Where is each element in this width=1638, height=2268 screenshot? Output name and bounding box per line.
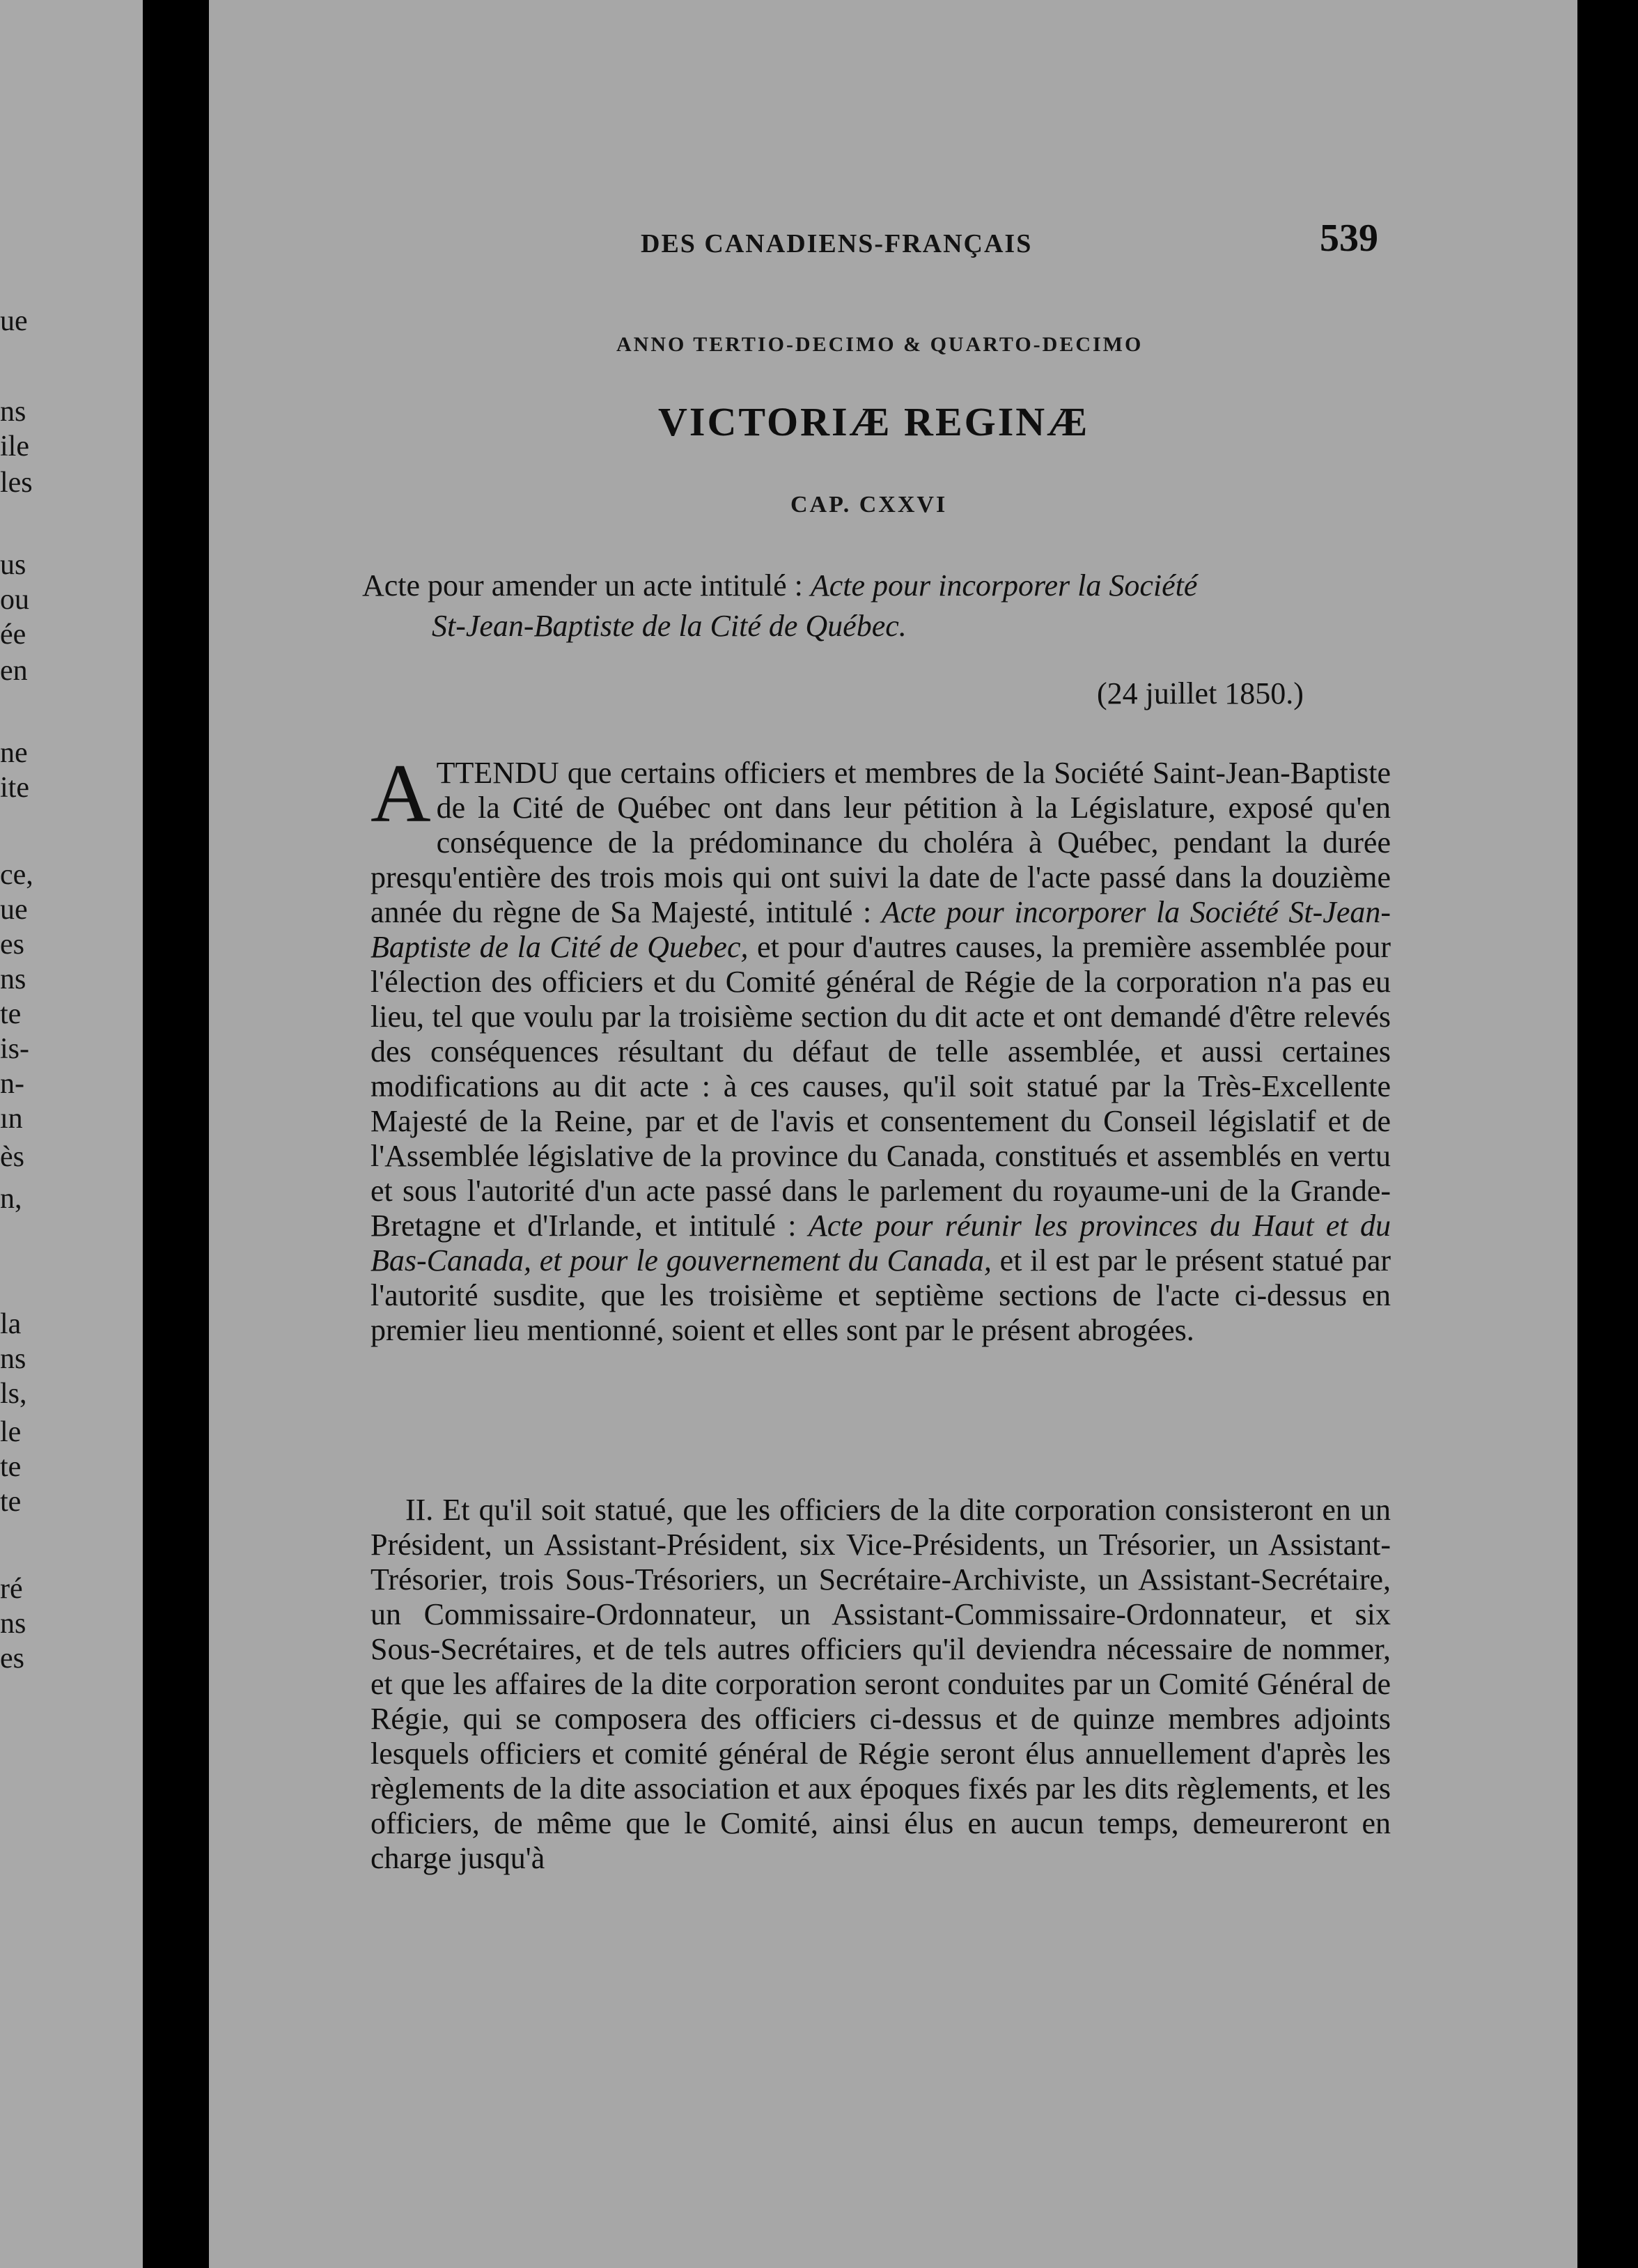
facing-page-fragment: ès <box>0 1141 24 1173</box>
reign-title: VICTORIÆ REGINÆ <box>658 399 1090 444</box>
facing-page-fragment: n, <box>0 1183 22 1215</box>
facing-page-fragment: ns <box>0 1608 26 1640</box>
facing-page-fragment: en <box>0 655 28 687</box>
facing-page-fragment: ue <box>0 305 28 337</box>
facing-page-fragment: ré <box>0 1573 23 1605</box>
act-title-prefix: Acte pour amender un acte intitulé : <box>362 568 803 603</box>
preamble-text-1: TTENDU que certains officiers et membres de la Société Saint-Jean-Baptiste de la Cité de Québec ont dans leur pétition à la Législature, exposé qu'en conséquence de la prédominance du choléra à Québec, pendant la durée presqu'entière des trois mois qui ont suivi la date de l'acte passé dans la douzième année du règne de Sa Majesté, intitulé : <box>370 756 1391 929</box>
facing-page-fragment: la <box>0 1308 22 1340</box>
book-gutter <box>143 0 209 2268</box>
preamble-paragraph <box>370 747 1391 1348</box>
running-head: DES CANADIENS-FRANÇAIS <box>641 229 1033 258</box>
section-2-paragraph: II. Et qu'il soit statué, que les officiers de la dite corporation consisteront en un Président, un Assistant-Président, six Vice-Présidents, un Trésorier, un Assistant-Trésorier, trois Sous-Trésoriers, un Secrétaire-Archiviste, un Assistant-Secrétaire, un Commissaire-Ordonnateur, un Assistant-Commissaire-Ordonnateur, et six Sous-Secrétaires, et de tels autres officiers qu'il deviendra nécessaire de nommer, et que les affaires de la dite corporation seront conduites par un Comité Général de Régie, qui se composera des officiers ci-dessus et de quinze membres adjoints lesquels officiers et comité général de Régie seront élus annuellement d'après les règlements de la dite association et aux époques fixés par les dits règlements, et les officiers, de même que le Comité, ainsi élus en aucun temps, demeureront en charge jusqu'à <box>370 1493 1391 1875</box>
facing-page-fragment: n- <box>0 1068 24 1100</box>
page-number: 539 <box>1320 217 1378 260</box>
regnal-year-line: ANNO TERTIO-DECIMO & QUARTO-DECIMO <box>616 333 1144 356</box>
act-title <box>362 566 1393 646</box>
facing-page-fragment: ée <box>0 619 26 651</box>
preamble-text-2: et pour d'autres causes, la première assemblée pour l'élection des officiers et du Comité général de Régie de la corporation n'a pas eu lieu, tel que voulu par la troisième section du dit acte et ont demandé d'être relevés des conséquences résultant du défaut de telle assemblée, et aussi certaines modifications au dit acte : à ces causes, qu'il soit statué par la Très-Excellente Majesté de la Reine, par et de l'avis et consentement du Conseil législatif et de l'Assemblée législative de la province du Canada, constitués et assemblés en vertu et sous l'autorité d'un acte passé dans le parlement du royaume-uni de la Grande-Bretagne et d'Irlande, et intitulé : <box>370 930 1391 1243</box>
facing-page-fragment: is- <box>0 1033 29 1065</box>
facing-page-fragment: es <box>0 1642 24 1675</box>
facing-page-fragment: te <box>0 1451 22 1483</box>
facing-page-fragment: es <box>0 929 24 961</box>
facing-page-text-fragments <box>0 0 143 2268</box>
facing-page-fragment: les <box>0 467 33 499</box>
facing-page-fragment: ls, <box>0 1378 27 1410</box>
facing-page-fragment: ue <box>0 894 28 926</box>
facing-page-fragment: ın <box>0 1103 23 1135</box>
facing-page-fragment: ile <box>0 430 29 463</box>
facing-page-fragment: te <box>0 998 22 1030</box>
facing-page-fragment: ite <box>0 772 29 804</box>
facing-page-fragment: ne <box>0 737 28 769</box>
drop-cap: A <box>370 747 431 839</box>
facing-page-fragment: ce, <box>0 859 33 891</box>
act-title-italic-2: St-Jean-Baptiste de la Cité de Québec. <box>432 609 907 643</box>
scan-border <box>1577 0 1638 2268</box>
preamble-text-3: et il est par le présent statué par l'autorité susdite, que les troisième et septième sections de l'acte ci-dessus en premier lieu mentionné, soient et elles sont par le présent abrogées. <box>370 1243 1391 1347</box>
chapter-number: CAP. CXXVI <box>790 492 948 518</box>
facing-page-fragment: ns <box>0 963 26 995</box>
facing-page-fragment: ns <box>0 396 26 428</box>
facing-page-fragment: te <box>0 1486 22 1518</box>
facing-page-fragment: us <box>0 549 26 581</box>
facing-page-fragment: le <box>0 1416 22 1448</box>
facing-page-fragment: ou <box>0 584 29 616</box>
preamble-italic-2: Acte pour réunir les provinces du Haut et du Bas-Canada, et pour le gouvernement du Canada, <box>370 1209 1391 1277</box>
act-date: (24 juillet 1850.) <box>1097 676 1304 710</box>
facing-page-fragment: ns <box>0 1343 26 1375</box>
preamble-italic-1: Acte pour incorporer la Société St-Jean-Baptiste de la Cité de Quebec, <box>370 895 1391 964</box>
act-title-italic-1: Acte pour incorporer la Société <box>810 568 1198 603</box>
